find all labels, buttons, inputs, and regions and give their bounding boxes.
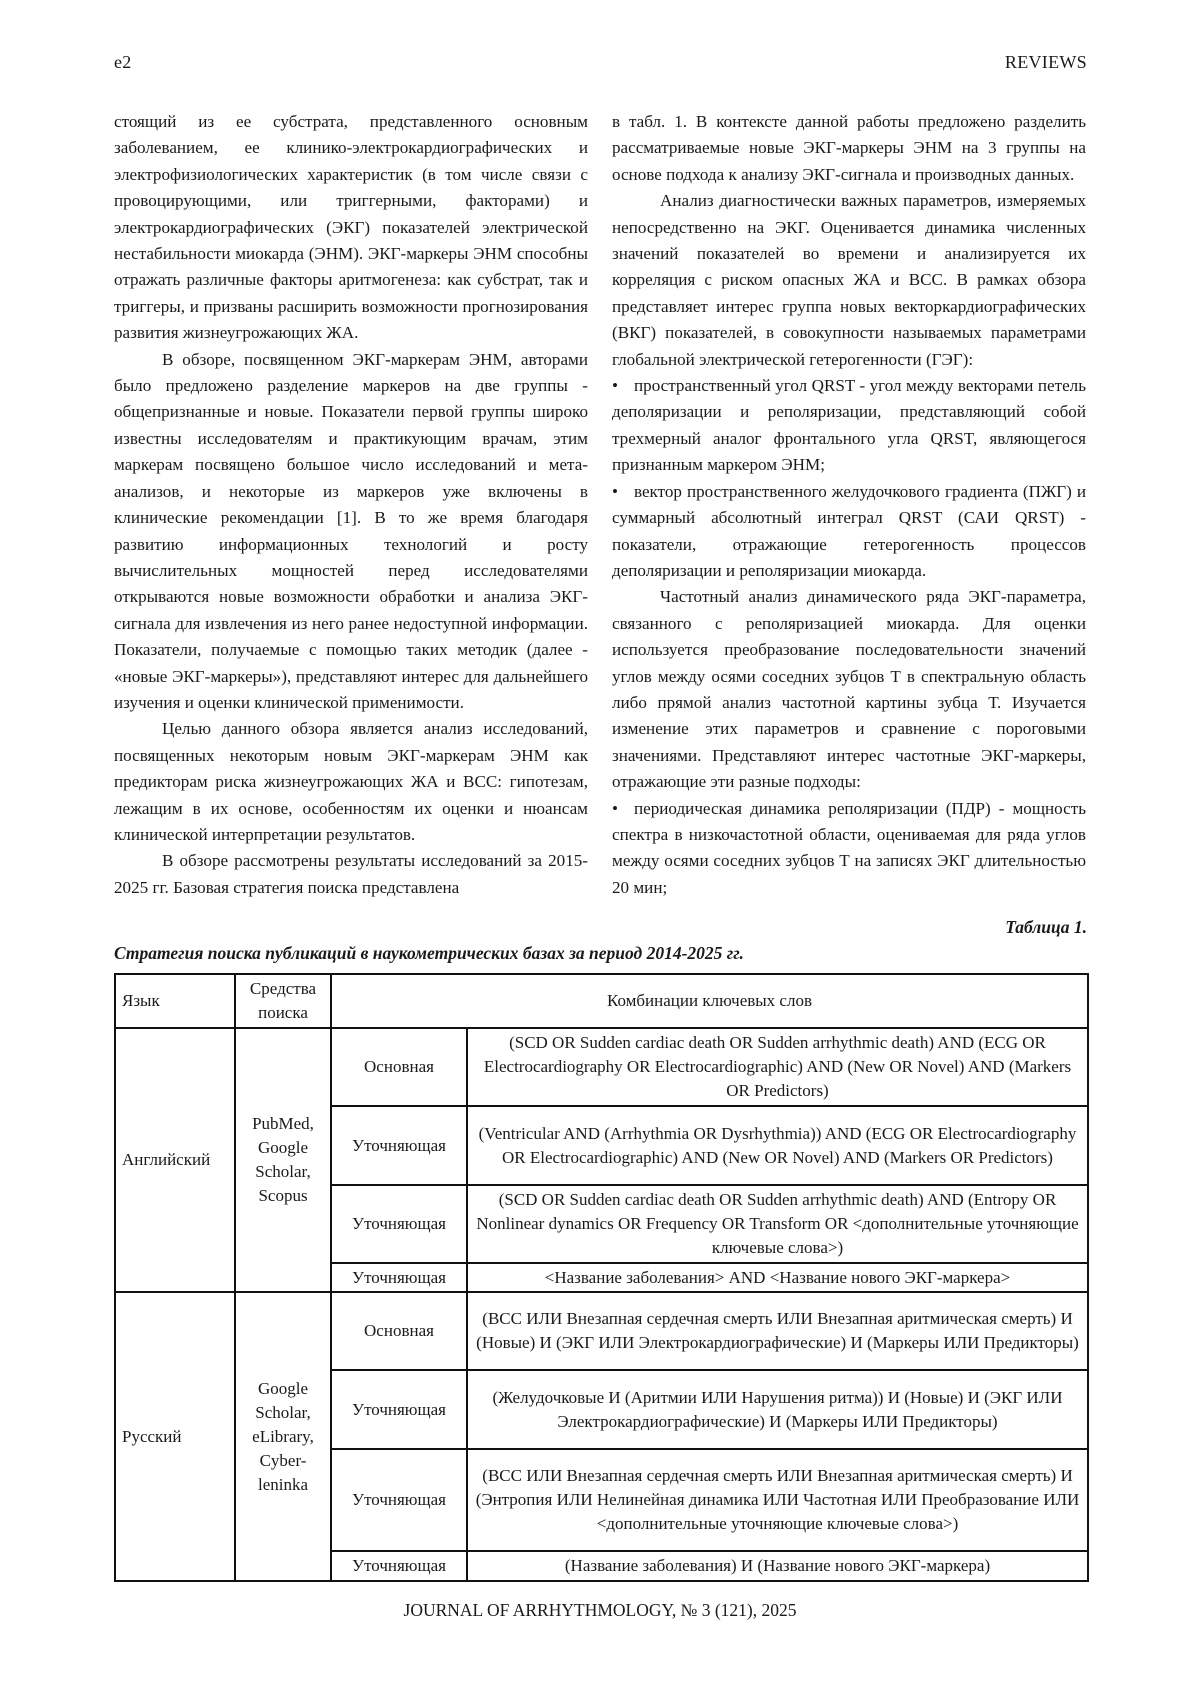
header-language: Язык (115, 974, 235, 1028)
bullet-text: периодическая динамика реполяризации (ПДР) - мощность спектра в низкочастотной области, оцениваемая для ряда углов между осями соседних зубцов Т на записях ЭКГ длительностью 20 мин; (612, 798, 1086, 897)
header-combinations: Комбинации ключевых слов (331, 974, 1088, 1028)
table-caption: Стратегия поиска публикаций в наукометрических базах за период 2014-2025 гг. (114, 943, 744, 963)
cell-query-type: Основная (331, 1028, 467, 1106)
table-header-row (115, 974, 1088, 1028)
paragraph: Анализ диагностически важных параметров, измеряемых непосредственно на ЭКГ. Оценивается динамика численных значений показателей во времени и анализируется их корреляция с риском опасных ЖА и ВСС. В рамках обзора представляет интерес группа новых векторкардиографических (ВКГ) показателей, в совокупности называемых параметрами глобальной электрической гетерогенности (ГЭГ): (612, 191, 1086, 369)
bullet-item (612, 479, 1086, 585)
bullet-text: пространственный угол QRST - угол между векторами петель деполяризации и реполяризации, представляющий собой трехмерный аналог фронтального угла QRST, являющегося признанным маркером ЭНМ; (612, 376, 1086, 475)
bullet-icon: • (612, 481, 618, 501)
table-row (115, 1028, 1088, 1106)
cell-query: (Ventricular AND (Arrhythmia OR Dysrhythmia)) AND (ECG OR Electrocardiography OR Electrocardiographic) AND (New OR Novel) AND (Markers OR Predictors) (467, 1106, 1088, 1185)
cell-query-type: Уточняющая (331, 1106, 467, 1185)
table-label: Таблица 1. (1005, 917, 1087, 937)
right-column (612, 109, 1086, 901)
paragraph: стоящий из ее субстрата, представленного основным заболеванием, ее клинико-электрокардиографических и электрофизиологических характеристик (в том числе связи с провоцирующими, или триггерными, факторами) и электрокардиографических (ЭКГ) показателей электрической нестабильности миокарда (ЭНМ). ЭКГ-маркеры ЭНМ способны отражать различные факторы аритмогенеза: как субстрат, так и триггеры, и призваны расширить возможности прогнозирования развития жизнеугрожающих ЖА. (114, 112, 588, 343)
bullet-text: вектор пространственного желудочкового градиента (ПЖГ) и суммарный абсолютный интеграл QRST (САИ QRST) - показатели, отражающие гетерогенность процессов деполяризации и реполяризации миокарда. (612, 481, 1086, 580)
cell-language: Английский (115, 1028, 235, 1292)
bullet-icon: • (612, 376, 618, 396)
bullet-item (612, 373, 1086, 479)
cell-query: (SCD OR Sudden cardiac death OR Sudden arrhythmic death) AND (Entropy OR Nonlinear dynamics OR Frequency OR Transform OR <дополнительные уточняющие ключевые слова>) (467, 1185, 1088, 1263)
cell-query: (SCD OR Sudden cardiac death OR Sudden arrhythmic death) AND (ECG OR Electrocardiography OR Electrocardiographic) AND (New OR Novel) AND (Markers OR Predictors) (467, 1028, 1088, 1106)
cell-query: <Название заболевания> AND <Название нового ЭКГ-маркера> (467, 1263, 1088, 1292)
header-tools: Средства поиска (235, 974, 331, 1028)
page-number: e2 (114, 52, 132, 72)
paragraph: Целью данного обзора является анализ исследований, посвященных некоторым новым ЭКГ-маркерам ЭНМ как предикторам риска жизнеугрожающих ЖА и ВСС: гипотезам, лежащим в их основе, особенностям их оценки и нюансам клинической интерпретации результатов. (114, 719, 588, 844)
section-title: REVIEWS (1004, 52, 1087, 72)
bullet-icon: • (612, 798, 618, 818)
cell-query: (ВСС ИЛИ Внезапная сердечная смерть ИЛИ Внезапная аритмическая смерть) И (Энтропия ИЛИ Нелинейная динамика ИЛИ Частотная ИЛИ Преобразование ИЛИ <дополнительные уточняющие ключевые слова>) (467, 1449, 1088, 1551)
bullet-item (612, 796, 1086, 902)
cell-query: (Желудочковые И (Аритмии ИЛИ Нарушения ритма)) И (Новые) И (ЭКГ ИЛИ Электрокардиографические) И (Маркеры ИЛИ Предикторы) (467, 1370, 1088, 1449)
paragraph: В обзоре рассмотрены результаты исследований за 2015-2025 гг. Базовая стратегия поиска представлена (114, 851, 588, 897)
paragraph: Частотный анализ динамического ряда ЭКГ-параметра, связанного с реполяризацией миокарда. Для оценки используется преобразование последовательности значений углов между осями соседних зубцов Т в спектральную область либо прямой анализ частотной картины зубца Т. Изучается изменение этих параметров и сравнение с пороговыми значениями. Представляют интерес частотные ЭКГ-маркеры, отражающие эти разные подходы: (612, 587, 1086, 792)
cell-query-type: Уточняющая (331, 1551, 467, 1581)
cell-query: (ВСС ИЛИ Внезапная сердечная смерть ИЛИ Внезапная аритмическая смерть) И (Новые) И (ЭКГ ИЛИ Электрокардиографические) И (Маркеры ИЛИ Предикторы) (467, 1292, 1088, 1370)
paragraph: В обзоре, посвященном ЭКГ-маркерам ЭНМ, авторами было предложено разделение маркеров на две группы - общепризнанные и новые. Показатели первой группы широко известны исследователям и практикующим врачам, этим маркерам посвящено большое число исследований и мета-анализов, и некоторые из маркеров уже включены в клинические рекомендации [1]. В то же время благодаря развитию информационных технологий и росту вычислительных мощностей перед исследователями открываются новые возможности обработки и анализа ЭКГ-сигнала для извлечения из него ранее недоступной информации. Показатели, получаемые с помощью таких методик (далее - «новые ЭКГ-маркеры»), представляют интерес для дальнейшего изучения и оценки клинической применимости. (114, 349, 588, 712)
cell-query-type: Уточняющая (331, 1370, 467, 1449)
cell-query-type: Уточняющая (331, 1263, 467, 1292)
table-row (115, 1292, 1088, 1370)
cell-query-type: Уточняющая (331, 1185, 467, 1263)
journal-footer: JOURNAL OF ARRHYTHMOLOGY, № 3 (121), 2025 (403, 1600, 797, 1620)
search-strategy-table (114, 973, 1089, 1582)
cell-language: Русский (115, 1292, 235, 1581)
cell-tools: PubMed, Google Scholar, Scopus (235, 1028, 331, 1292)
paragraph: в табл. 1. В контексте данной работы предложено разделить рассматриваемые новые ЭКГ-маркеры ЭНМ на 3 группы на основе подхода к анализу ЭКГ-сигнала и производных данных. (612, 112, 1086, 184)
left-column (114, 109, 588, 901)
cell-query-type: Основная (331, 1292, 467, 1370)
cell-query: (Название заболевания) И (Название нового ЭКГ-маркера) (467, 1551, 1088, 1581)
cell-tools: Google Scholar, eLibrary, Cyber-leninka (235, 1292, 331, 1581)
cell-query-type: Уточняющая (331, 1449, 467, 1551)
